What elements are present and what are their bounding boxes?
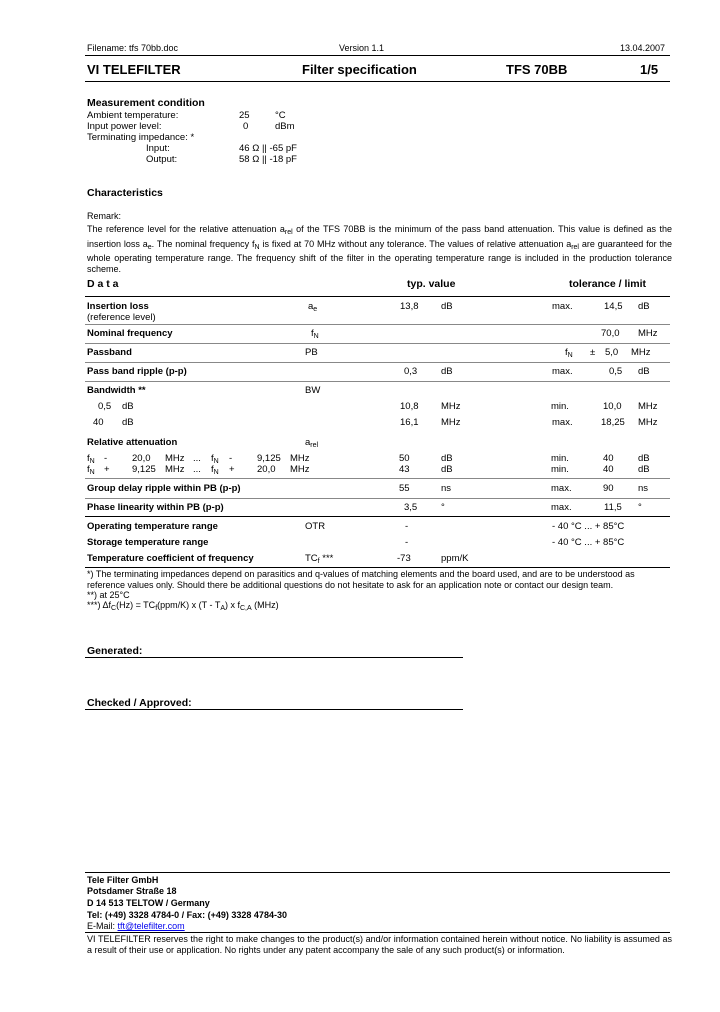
bw1-lim-unit: MHz — [638, 401, 658, 412]
ra1-unit: dB — [441, 453, 453, 464]
bw1-lim-val: 10,0 — [603, 401, 622, 412]
ra2-lim-val: 40 — [603, 464, 614, 475]
bw2-unit: MHz — [441, 417, 461, 428]
checked-line — [85, 709, 463, 710]
filename: Filename: tfs 70bb.doc — [87, 43, 179, 53]
footer-street: Potsdamer Straße 18 — [87, 886, 177, 896]
ripple-label: Pass band ripple (p-p) — [87, 366, 187, 377]
ra-symbol: $a_{rel}$ — [305, 437, 319, 449]
footnote-2: **) at 25°C — [87, 590, 130, 600]
bw2-lim-unit: MHz — [638, 417, 658, 428]
nf-unit: MHz — [638, 328, 658, 339]
ripple-lim-val: 0,5 — [609, 366, 623, 377]
email-link[interactable]: tft@telefilter.com — [117, 921, 185, 931]
gd-lim-unit: ns — [638, 483, 649, 494]
input-value: 46 Ω || -65 pF — [239, 143, 297, 154]
str-label: Storage temperature range — [87, 537, 209, 548]
ra1-u1: MHz — [165, 453, 185, 464]
remark-text: The reference level for the relative attenuation $a_{rel}$ of the TFS 70BB is the minimum of the pass band attenuation. This value is defined as the insertion loss $a_e$. The nominal frequency $f_N$ is fixed at 70 MHz without any tolerance. The values of relative attenuation $a_{rel}$ are guaranteed for the whole operating temperature range. The frequency shift of the filter in the operating temperature range is included in the production tolerance scheme. — [87, 224, 673, 274]
generated-label: Generated: — [87, 645, 143, 657]
il-unit: dB — [441, 301, 453, 312]
footnote-1: *) The terminating impedances depend on parasitics and q-values of matching elements and the board used, and are to be understood as reference values only. Should there be additional questions do not hesitate to ask for an application note or contact our design team. — [87, 569, 635, 590]
checked-label: Checked / Approved: — [87, 697, 192, 709]
ra1-op: - — [104, 453, 108, 464]
row-rule — [85, 343, 670, 344]
version: Version 1.1 — [339, 43, 385, 53]
output-label: Output: — [146, 154, 178, 165]
ra1-f: $f_N$ — [87, 453, 95, 465]
power-label: Input power level: — [87, 121, 162, 132]
otr-symbol: OTR — [305, 521, 326, 532]
il-typ: 13,8 — [400, 301, 419, 312]
tcf-label: Temperature coefficient of frequency — [87, 553, 254, 564]
input-label: Input: — [146, 143, 170, 154]
insertion-loss-sub: (reference level) — [87, 312, 156, 323]
footer-city: D 14 513 TELTOW / Germany — [87, 898, 210, 908]
ra2-typ: 43 — [399, 464, 410, 475]
row-rule — [85, 498, 670, 499]
gd-unit: ns — [441, 483, 452, 494]
ripple-lim-unit: dB — [638, 366, 650, 377]
output-value: 58 Ω || -18 pF — [239, 154, 297, 165]
ra2-v1: 9,125 — [132, 464, 156, 475]
ra2-unit: dB — [441, 464, 453, 475]
ra1-typ: 50 — [399, 453, 410, 464]
tcf-unit: ppm/K — [441, 553, 469, 564]
str-lim: - 40 °C ... + 85°C — [552, 537, 625, 548]
ra1-lim-val: 40 — [603, 453, 614, 464]
ambient-value: 25 — [239, 110, 250, 121]
ra2-f2: $f_N$ — [211, 464, 219, 476]
bw1-lim: min. — [551, 401, 569, 412]
pb-pm: ± — [590, 347, 596, 358]
ripple-typ: 0,3 — [404, 366, 418, 377]
bw2-level: 40 — [93, 417, 104, 428]
row-rule — [85, 381, 670, 382]
generated-line — [85, 657, 463, 658]
insertion-loss-label: Insertion loss — [87, 301, 149, 312]
bw1-level-unit: dB — [122, 401, 134, 412]
ra1-f2: $f_N$ — [211, 453, 219, 465]
ra1-v1: 20,0 — [132, 453, 151, 464]
ra2-dots: ... — [193, 464, 201, 475]
otr-lim: - 40 °C ... + 85°C — [552, 521, 625, 532]
ra1-v2: 9,125 — [257, 453, 281, 464]
gd-typ: 55 — [399, 483, 410, 494]
ra2-u2: MHz — [290, 464, 310, 475]
ra1-u2: MHz — [290, 453, 310, 464]
ra2-v2: 20,0 — [257, 464, 276, 475]
footer-phone: Tel: (+49) 3328 4784-0 / Fax: (+49) 3328 4784-30 — [87, 910, 287, 920]
title-rule — [85, 81, 670, 82]
col-data: D a t a — [87, 278, 119, 290]
group-delay-label: Group delay ripple within PB (p-p) — [87, 483, 241, 494]
power-value: 0 — [243, 121, 249, 132]
pb-symbol: PB — [305, 347, 318, 358]
header-rule — [85, 55, 670, 56]
characteristics-heading: Characteristics — [87, 187, 163, 199]
il-symbol: $a_e$ — [308, 301, 318, 313]
ripple-unit: dB — [441, 366, 453, 377]
footer-rule-2 — [85, 932, 670, 933]
col-typ: typ. value — [407, 278, 456, 290]
doc-title: Filter specification — [302, 62, 417, 77]
phase-linearity-label: Phase linearity within PB (p-p) — [87, 502, 224, 513]
table-rule — [85, 296, 670, 297]
tcf-symbol: $TC_f$ *** — [305, 553, 334, 565]
bw2-typ: 16,1 — [400, 417, 419, 428]
il-lim-val: 14,5 — [604, 301, 623, 312]
doc-date: 13.04.2007 — [620, 43, 666, 53]
ra2-f: $f_N$ — [87, 464, 95, 476]
measurement-heading: Measurement condition — [87, 97, 205, 109]
row-rule — [85, 567, 670, 568]
col-tol: tolerance / limit — [569, 278, 647, 290]
il-lim-unit: dB — [638, 301, 650, 312]
ph-lim-unit: ° — [638, 502, 642, 513]
bw2-lim: max. — [552, 417, 573, 428]
ph-unit: ° — [441, 502, 445, 513]
nf-symbol: $f_N$ — [311, 328, 319, 340]
str-typ: - — [405, 537, 409, 548]
termination-label: Terminating impedance: * — [87, 132, 195, 143]
nominal-frequency-label: Nominal frequency — [87, 328, 173, 339]
bw1-typ: 10,8 — [400, 401, 419, 412]
pb-f: $f_N$ — [565, 347, 573, 359]
footer-rule — [85, 872, 670, 873]
ambient-unit: °C — [275, 110, 286, 121]
ra2-u1: MHz — [165, 464, 185, 475]
gd-lim-val: 90 — [603, 483, 614, 494]
page-number: 1/5 — [640, 62, 659, 77]
row-rule — [85, 478, 670, 479]
ra1-dots: ... — [193, 453, 201, 464]
passband-label: Passband — [87, 347, 132, 358]
nf-value: 70,0 — [601, 328, 620, 339]
footer-disclaimer: VI TELEFILTER reserves the right to make changes to the product(s) and/or information contained herein without notice. No liability is assumed as a result of their use or application. No rights under any patent accompany the sale of any such product(s) or information. — [87, 934, 672, 955]
footer-company: Tele Filter GmbH — [87, 875, 159, 885]
remark-label: Remark: — [87, 211, 122, 221]
ambient-label: Ambient temperature: — [87, 110, 179, 121]
ph-lim: max. — [551, 502, 572, 513]
ph-lim-val: 11,5 — [604, 502, 622, 513]
otr-typ: - — [405, 521, 409, 532]
ra2-op: + — [104, 464, 110, 475]
ra1-op2: - — [229, 453, 233, 464]
ra1-lim: min. — [551, 453, 569, 464]
ra2-lim: min. — [551, 464, 569, 475]
bw2-level-unit: dB — [122, 417, 134, 428]
gd-lim: max. — [551, 483, 572, 494]
bandwidth-label: Bandwidth ** — [87, 385, 146, 396]
row-rule — [85, 516, 670, 517]
bw-symbol: BW — [305, 385, 321, 396]
row-rule — [85, 324, 670, 325]
bw1-unit: MHz — [441, 401, 461, 412]
il-lim: max. — [552, 301, 573, 312]
ra2-op2: + — [229, 464, 235, 475]
ra1-lim-unit: dB — [638, 453, 650, 464]
row-rule — [85, 362, 670, 363]
pb-unit: MHz — [631, 347, 651, 358]
bw2-lim-val: 18,25 — [601, 417, 625, 428]
ripple-lim: max. — [552, 366, 573, 377]
footnote-3: ***) $\Delta f_C(Hz) = TC_f(ppm/K)$ x $(T - T_A)$ x $f_{C,A}$ (MHz) — [87, 600, 279, 612]
company-name: VI TELEFILTER — [87, 62, 181, 77]
otr-label: Operating temperature range — [87, 521, 218, 532]
ph-typ: 3,5 — [404, 502, 418, 513]
part-number: TFS 70BB — [506, 62, 568, 77]
footer-email: E-Mail: tft@telefilter.com — [87, 921, 185, 931]
power-unit: dBm — [275, 121, 295, 132]
bw1-level: 0,5 — [98, 401, 112, 412]
tcf-typ: -73 — [397, 553, 411, 564]
rel-att-label: Relative attenuation — [87, 437, 178, 448]
pb-value: 5,0 — [605, 347, 619, 358]
ra2-lim-unit: dB — [638, 464, 650, 475]
